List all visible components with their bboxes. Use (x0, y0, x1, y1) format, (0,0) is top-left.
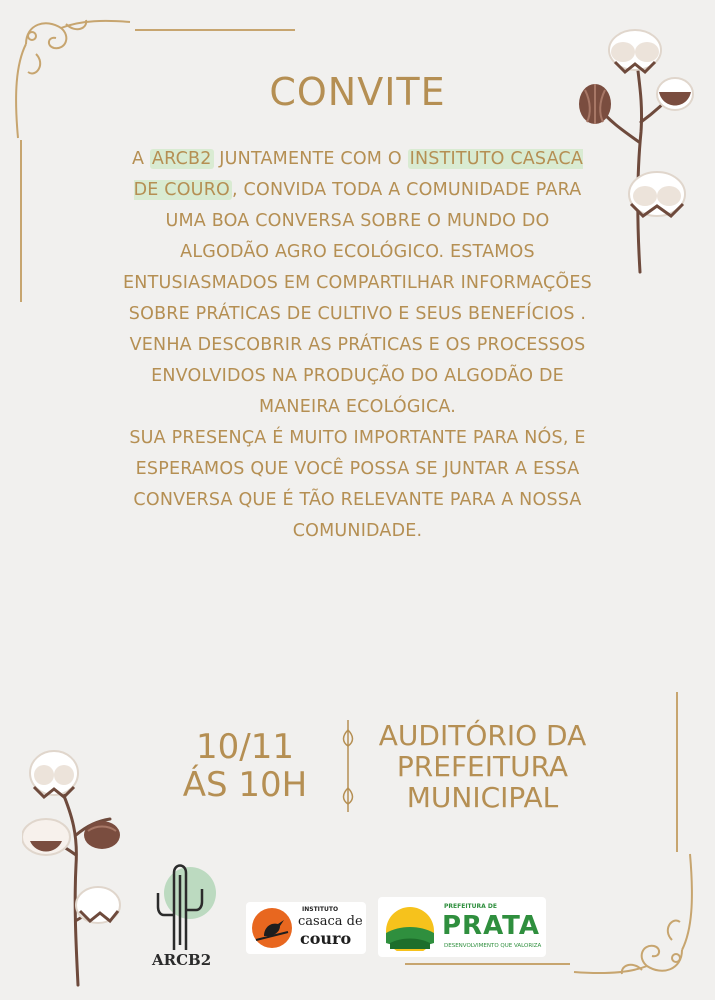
invite-text-c: , CONVIDA TODA A COMUNIDADE PARA UMA BOA CONVERSA SOBRE O MUNDO DO ALGODÃO AGRO ECOLÓGICO. ESTAMOS ENTUSIASMADOS EM COMPARTILHAR INFORMAÇÕES SOBRE PRÁTICAS DE CULTIVO E SEUS BENEFÍCIOS . VENHA DESCOBRIR AS PRÁTICAS E OS PROCESSOS ENVOLVIDOS NA PRODUÇÃO DO ALGODÃO DE MANEIRA ECOLÓGICA. (123, 180, 592, 417)
casaca-line-2: couro (300, 929, 352, 948)
invite-text-a: A (131, 149, 150, 169)
cotton-branch-illustration-bottom (22, 745, 132, 990)
invite-title: CONVITE (269, 70, 446, 114)
event-datetime (150, 728, 340, 804)
sunrise-field-icon (382, 903, 438, 951)
casaca-small-label: INSTITUTO (302, 906, 339, 913)
event-time: ÁS 10H (182, 765, 308, 805)
bird-on-branch-icon (250, 906, 294, 950)
org-instituto-highlight: INSTITUTO CASACA DE COURO (133, 149, 584, 200)
casaca-line-1: casaca de (298, 914, 363, 929)
prata-name: PRATA (442, 911, 541, 941)
arcb2-logo (150, 855, 216, 971)
invite-paragraph-1 (120, 144, 595, 423)
frame-line-left (20, 140, 22, 302)
frame-line-right (676, 692, 678, 852)
event-place-line-2: PREFEITURA (396, 750, 569, 783)
event-place-line-1: AUDITÓRIO DA (378, 719, 587, 752)
invite-body (120, 144, 595, 547)
event-date: 10/11 (196, 727, 294, 767)
org-arcb2-highlight: ARCB2 (151, 149, 212, 169)
event-place (360, 720, 605, 813)
cactus-icon (150, 855, 216, 955)
invite-paragraph-2: SUA PRESENÇA É MUITO IMPORTANTE PARA NÓS, E ESPERAMOS QUE VOCÊ POSSA SE JUNTAR A ESSA CONVERSA QUE É TÃO RELEVANTE PARA A NOSSA COMUNIDADE. (129, 428, 586, 541)
prata-small-label: PREFEITURA DE (444, 903, 497, 910)
frame-line-top (135, 29, 295, 31)
event-place-line-3: MUNICIPAL (406, 781, 559, 814)
arcb2-label: ARCB2 (152, 951, 212, 969)
prata-tagline: DESENVOLVIMENTO QUE VALORIZA (444, 943, 542, 949)
prefeitura-prata-logo (378, 897, 546, 957)
invite-text-b: JUNTAMENTE COM O (213, 149, 408, 169)
frame-line-bottom (405, 963, 570, 965)
corner-ornament-bottom-right (570, 850, 705, 980)
casaca-de-couro-logo (246, 902, 366, 954)
divider-leaf-ornament (338, 716, 358, 816)
